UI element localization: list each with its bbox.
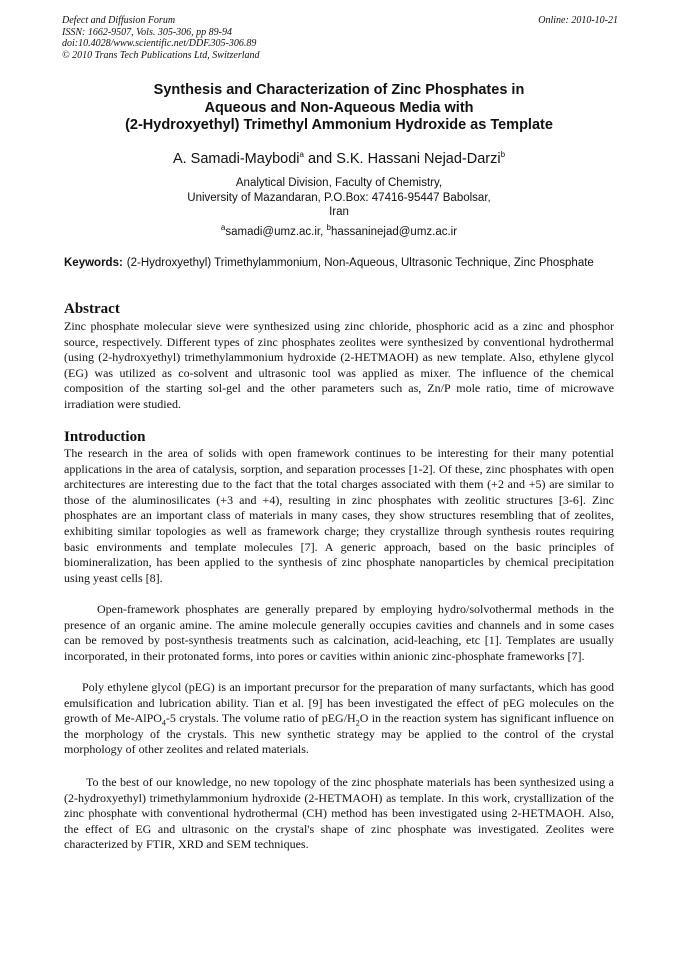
journal-name: Defect and Diffusion Forum [62,15,176,26]
issn-line: ISSN: 1662-9507, Vols. 305-306, pp 89-94 [62,26,232,38]
introduction-paragraph-4: To the best of our knowledge, no new topology of the zinc phosphate materials has been synthesized using a (2-hydroxyethyl) trimethylammonium hydroxide (2-HETMAOH) as template. In this work, crystallization of the zinc phosphate with conventional hydrothermal (CH) method has been investigated using 2-HETMAOH. Also, the effect of EG and ultrasonic on the crystal's shape of zinc phosphate was investigated. Zeolites were characterized by FTIR, XRD and SEM techniques. [64,775,614,852]
email-a-superscript: a [220,223,226,233]
title-line-3: (2-Hydroxyethyl) Trimethyl Ammonium Hydroxide as Template [125,117,553,133]
keywords [64,256,614,271]
introduction-paragraph-2: Open-framework phosphates are generally prepared by employing hydro/solvothermal methods in the presence of an organic amine. The amine molecule generally occupies cavities and channels and in some cases can be removed by post-synthesis treatments such as calcination, acid-leaching, etc [1]. Templates are usually incorporated, in their protonated forms, into pores or cavities within anionic zinc-phosphate frameworks [7]. [64,602,614,663]
paragraph-3-part-c: O in the reaction system has significant influence on the morphology of the crystals. This new synthetic strategy may be applied to the control of the crystal morphology of other zeolites and related materials. [64,711,614,757]
affiliation [40,176,638,220]
email-line [40,225,638,239]
subscript-2: 2 [355,718,360,728]
email-a[interactable]: samadi@umz.ac.ir, [225,226,327,238]
author-1: A. Samadi-Maybodi [172,151,300,167]
paragraph-3-part-a: Poly ethylene glycol (pEG) is an important precursor for the preparation of many surfactants, which has good emulsification and lubrication ability. Tian et al. [9] has been investigated the effect of pEG molecules on the growth of Me-AlPO [64,680,614,726]
email-b[interactable]: hassaninejad@umz.ac.ir [330,226,458,238]
introduction-paragraph-3 [64,680,614,758]
title-line-1: Synthesis and Characterization of Zinc Phosphates in [153,82,525,98]
title-line-2: Aqueous and Non-Aqueous Media with [204,99,474,116]
author-2-superscript: b [500,150,506,160]
keywords-text: (2-Hydroxyethyl) Trimethylammonium, Non-Aqueous, Ultrasonic Technique, Zinc Phosphate [126,257,594,269]
introduction-heading: Introduction [64,429,146,445]
online-date: Online: 2010-10-21 [538,15,618,26]
author-2: S.K. Hassani Nejad-Darzi [336,151,501,167]
journal-header [62,15,618,61]
email-b-superscript: b [326,223,331,233]
introduction-paragraph-1: The research in the area of solids with open framework continues to be interesting for their many potential applications in the area of catalysis, sorption, and separation processes [1-2]. Of these, zinc phosphates with open architectures are interesting due to the fact that the total charges associated with them (+2 and +5) are similar to those of the aluminosilicates (+3 and +4), resulting in zinc phosphates with zeolitic structures [3-6]. Zinc phosphates are an important class of materials in many cases, they show structures resembling that of zeolites, exhibiting similar topologies as well as framework charge; they crystallize through synthesis routes requiring basic environments and template molecules [7]. A generic approach, based on the basic principles of biomineralization, has been applied to the synthesis of zinc phosphate nanoparticles by chemical precipitation using yeast cells [8]. [64,446,614,585]
author-1-superscript: a [299,150,304,160]
affiliation-line-2: University of Mazandaran, P.O.Box: 47416-95447 Babolsar, [187,191,491,204]
paper-title [40,82,638,135]
keywords-label: Keywords: [64,257,123,269]
subscript-4: 4 [161,718,166,728]
author-list [40,150,638,168]
abstract-heading: Abstract [64,301,120,317]
doi-line: doi:10.4028/www.scientific.net/DDF.305-306.89 [62,38,257,49]
author-conjunction: and [303,151,337,167]
affiliation-line-3: Iran [329,206,349,218]
paragraph-3-part-b: -5 crystals. The volume ratio of pEG/H [165,711,356,726]
copyright-line: © 2010 Trans Tech Publications Ltd, Switzerland [62,49,260,61]
abstract-text: Zinc phosphate molecular sieve were synthesized using zinc chloride, phosphoric acid as a zinc and phosphor source, respectively. Different types of zinc phosphates zeolites were synthesized by conventional hydrothermal (using (2-hydroxyethyl) trimethylammonium hydroxide (2-HETMAOH) as new template. Also, ethylene glycol (EG) was utilized as co-solvent and ultrasonic tool was applied as mixer. The influence of the chemical composition of the starting sol-gel and the other parameters such as, Zn/P mole ratio, time of microwave irradiation were studied. [64,319,614,411]
affiliation-line-1: Analytical Division, Faculty of Chemistry, [235,177,443,189]
